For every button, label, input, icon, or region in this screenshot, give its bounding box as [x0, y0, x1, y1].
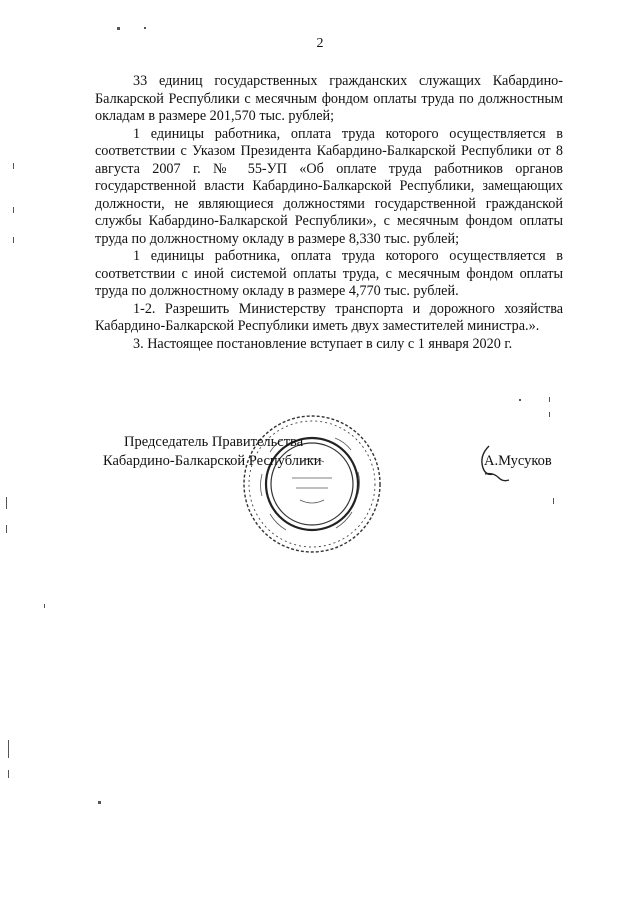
body-text: [95, 73, 563, 353]
page-number: 2: [316, 36, 324, 51]
scan-speck: [549, 412, 550, 417]
paragraph-effective-date: 3. Настоящее постановление вступает в силу с 1 января 2020 г.: [133, 335, 513, 352]
handwritten-signature-icon: [475, 440, 515, 490]
signatory-title-line2: Кабардино-Балкарской Республики: [103, 453, 322, 469]
paragraph-staff-count: 33 единиц государственных гражданских служащих Кабардино-Балкарской Республики с месячным фондом оплаты труда по должностным окладам в размере 201,570 тыс. рублей;: [95, 73, 563, 124]
signatory-name: А.Мусуков: [484, 453, 552, 469]
scan-speck: [519, 399, 521, 401]
scan-speck: [8, 770, 9, 778]
scan-speck: [549, 397, 550, 402]
scan-speck: [8, 740, 9, 758]
paragraph-other-system-worker: 1 единицы работника, оплата труда которого осуществляется в соответствии с иной системой оплаты труда, с месячным фондом оплаты труда по должностному окладу в размере 4,770 тыс. рублей.: [95, 248, 563, 299]
paragraph-deputies-permission: 1-2. Разрешить Министерству транспорта и дорожного хозяйства Кабардино-Балкарской Республики иметь двух заместителей министра.».: [95, 300, 563, 334]
scan-speck: [13, 163, 14, 169]
scan-speck: [144, 27, 146, 29]
scan-speck: [13, 207, 14, 213]
scan-speck: [6, 497, 7, 509]
scan-speck: [553, 498, 554, 504]
scan-speck: [44, 604, 45, 608]
signatory-title-line1: Председатель Правительства: [124, 434, 304, 450]
paragraph-decree-worker: 1 единицы работника, оплата труда которого осуществляется в соответствии с Указом Президента Кабардино-Балкарской Республики от 8 августа 2007 г. № 55-УП «Об оплате труда работников органов государственной власти Кабардино-Балкарской Республики, замещающих должности, не являющиеся должностями государственной гражданской службы Кабардино-Балкарской Республики», с месячным фондом оплаты труда по должностному окладу в размере 8,330 тыс. рублей;: [95, 125, 563, 247]
scan-speck: [117, 27, 120, 30]
scan-speck: [98, 801, 101, 804]
scan-speck: [13, 237, 14, 243]
scan-speck: [6, 525, 7, 533]
